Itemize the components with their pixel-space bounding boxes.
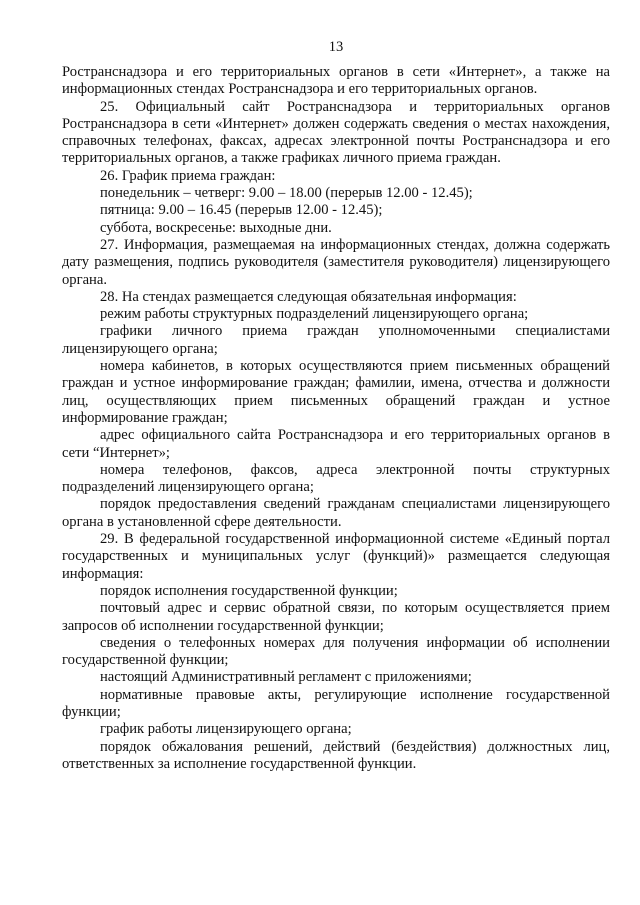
list-item: сведения о телефонных номерах для получения информации об исполнении государственной функции; bbox=[62, 634, 610, 669]
paragraph-28: 28. На стендах размещается следующая обязательная информация: bbox=[100, 288, 517, 305]
list-item: порядок предоставления сведений гражданам специалистами лицензирующего органа в установленной сфере деятельности. bbox=[62, 496, 610, 530]
page-number: 13 bbox=[328, 39, 344, 55]
paragraph-26: 26. График приема граждан: bbox=[100, 167, 276, 184]
list-item: режим работы структурных подразделений лицензирующего органа; bbox=[100, 306, 529, 323]
list-item: адрес официального сайта Ространснадзора и его территориальных органов в сети “Интернет»; bbox=[62, 427, 610, 461]
list-item: нормативные правовые акты, регулирующие исполнение государственной функции; bbox=[62, 686, 610, 720]
schedule-weekend: суббота, воскресенье: выходные дни. bbox=[100, 219, 332, 236]
list-item: номера кабинетов, в которых осуществляются прием письменных обращений граждан и устное информирование граждан; фамилии, имена, отчества и должности лиц, осуществляющих прием письменных обращений граждан и устное информирование граждан; bbox=[62, 358, 610, 426]
paragraph-25: 25. Официальный сайт Ространснадзора и территориальных органов Ространснадзора в сети «Интернет» должен содержать сведения о местах нахождения, справочных телефонах, факсах, адресах электронной почты Ространснадзора и его территориальных органов, а также графиках личного приема граждан. bbox=[62, 98, 610, 167]
list-item: график работы лицензирующего органа; bbox=[100, 721, 352, 738]
list-item: порядок исполнения государственной функции; bbox=[100, 582, 398, 599]
list-item: графики личного приема граждан уполномоченными специалистами лицензирующего органа; bbox=[62, 323, 610, 357]
list-item: почтовый адрес и сервис обратной связи, по которым осуществляется прием запросов об исполнении государственной функции; bbox=[62, 600, 610, 634]
list-item: настоящий Административный регламент с приложениями; bbox=[100, 669, 472, 686]
paragraph-continuation: Ространснадзора и его территориальных органов в сети «Интернет», а также на информационных стендах Ространснадзора и его территориальных органов. bbox=[62, 64, 610, 98]
paragraph-29: 29. В федеральной государственной информационной системе «Единый портал государственных и муниципальных услуг (функций)» размещается следующая информация: bbox=[62, 531, 610, 582]
schedule-friday: пятница: 9.00 – 16.45 (перерыв 12.00 - 12.45); bbox=[100, 202, 383, 219]
schedule-mon-thu: понедельник – четверг: 9.00 – 18.00 (перерыв 12.00 - 12.45); bbox=[100, 185, 473, 202]
list-item: номера телефонов, факсов, адреса электронной почты структурных подразделений лицензирующего органа; bbox=[62, 461, 610, 496]
list-item: порядок обжалования решений, действий (бездействия) должностных лиц, ответственных за исполнение государственной функции. bbox=[62, 738, 610, 772]
paragraph-27: 27. Информация, размещаемая на информационных стендах, должна содержать дату размещения, подпись руководителя (заместителя руководителя) лицензирующего органа. bbox=[62, 236, 610, 288]
